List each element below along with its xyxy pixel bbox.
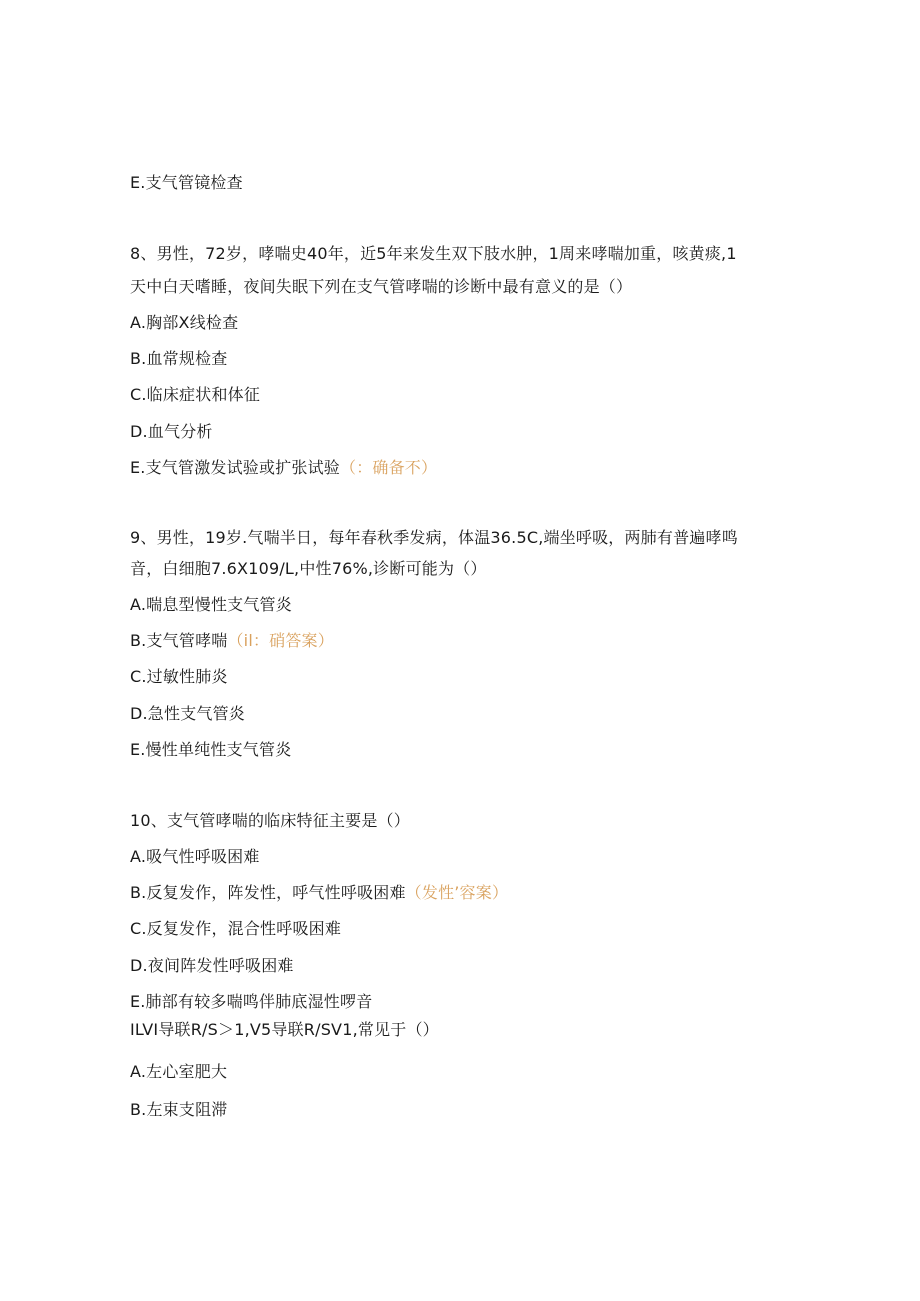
q9-option-b	[130, 630, 334, 652]
q11-option-a: A.左心室肥大	[130, 1062, 228, 1081]
q8-option-d: D.血气分析	[130, 422, 213, 441]
q8-stem-line1: 8、男性，72岁，哮喘史40年，近5年来发生双下肢水肿，1周来哮喘加重，咳黄痰,1	[130, 244, 737, 263]
q8-stem-line2: 天中白天嗜睡，夜间失眠下列在支气管哮喘的诊断中最有意义的是（）	[130, 277, 633, 296]
q9-option-a: A.喘息型慢性支气管炎	[130, 595, 292, 614]
q10-option-a: A.吸气性呼吸困难	[130, 847, 260, 866]
q9-answer-hint: （il：硝答案）	[227, 631, 334, 650]
q11-option-b: B.左束支阻滞	[130, 1100, 228, 1119]
q10-option-d: D.夜间阵发性呼吸困难	[130, 956, 294, 975]
q10-answer-hint: （发性’容案）	[405, 883, 509, 902]
q8-option-e	[130, 457, 437, 479]
q8-option-c: C.临床症状和体征	[130, 385, 261, 404]
q9-option-c: C.过敏性肺炎	[130, 667, 228, 686]
q9-stem-line2: 音，白细胞7.6X109/L,中性76%,诊断可能为（）	[130, 559, 487, 578]
q10-option-b	[130, 882, 508, 904]
q8-option-a: A.胸部X线检查	[130, 313, 239, 332]
q10-stem: 10、支气管哮喘的临床特征主要是（）	[130, 811, 410, 830]
q11-stem: ILVI导联R/S＞1,V5导联R/SV1,常见于（）	[130, 1020, 439, 1039]
q10-option-e: E.肺部有较多喘鸣伴肺底湿性啰音	[130, 992, 373, 1011]
q8-option-e-text: E.支气管激发试验或扩张试验	[130, 458, 340, 477]
q9-option-e: E.慢性单纯性支气管炎	[130, 740, 292, 759]
q10-option-c: C.反复发作，混合性呼吸困难	[130, 919, 342, 938]
q9-option-b-text: B.支气管哮喘	[130, 631, 228, 650]
q9-option-d: D.急性支气管炎	[130, 704, 246, 723]
q8-answer-hint: （：确备不）	[340, 458, 438, 477]
q8-option-b: B.血常规检查	[130, 349, 228, 368]
q10-option-b-text: B.反复发作，阵发性，呼气性呼吸困难	[130, 883, 406, 902]
q7-option-e: E.支气管镜检查	[130, 173, 243, 192]
q9-stem-line1: 9、男性，19岁.气喘半日，每年春秋季发病，体温36.5C,端坐呼吸，两肺有普遍哮鸣	[130, 528, 738, 547]
